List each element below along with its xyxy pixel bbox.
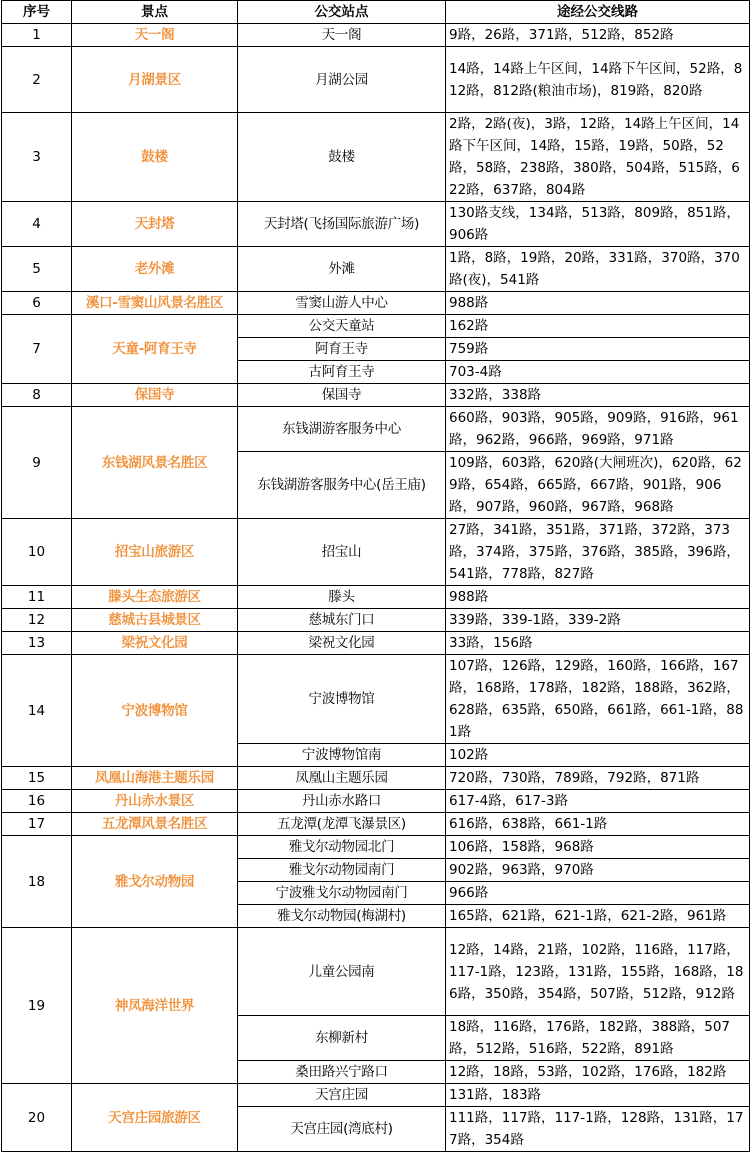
bus-stop: 滕头 [238,586,446,609]
bus-stop: 雅戈尔动物园南门 [238,859,446,882]
bus-stop: 宁波博物馆南 [238,744,446,767]
bus-lines: 2路，2路(夜)，3路，12路，14路上午区间，14路下午区间，14路，15路，19路，50路，52路，58路，238路，380路，504路，515路，622路，637路，804路 [446,113,750,202]
row-number: 4 [2,202,72,247]
bus-stop: 月湖公园 [238,47,446,113]
table-row [2,836,750,859]
bus-stop: 雅戈尔动物园北门 [238,836,446,859]
bus-lines: 339路，339-1路，339-2路 [446,609,750,632]
header-lines: 途经公交线路 [446,1,750,24]
row-number: 12 [2,609,72,632]
table-row [2,586,750,609]
bus-lines: 18路，116路，176路，182路，388路，507路，512路，516路，522路，891路 [446,1016,750,1061]
row-number: 9 [2,407,72,519]
table-row [2,292,750,315]
header-stop: 公交站点 [238,1,446,24]
bus-lines: 616路，638路，661-1路 [446,813,750,836]
bus-stop: 儿童公园南 [238,928,446,1016]
bus-lines: 14路，14路上午区间，14路下午区间，52路，812路，812路(粮油市场)，819路，820路 [446,47,750,113]
bus-lines: 131路，183路 [446,1084,750,1107]
header-no: 序号 [2,1,72,24]
bus-stop: 雪窦山游人中心 [238,292,446,315]
header-scenic: 景点 [72,1,238,24]
bus-lines: 9路，26路，371路，512路，852路 [446,24,750,47]
bus-stop: 东钱湖游客服务中心(岳王庙) [238,452,446,519]
scenic-spot: 宁波博物馆 [72,655,238,767]
table-body [2,24,750,1152]
bus-stop: 丹山赤水路口 [238,790,446,813]
bus-lines: 12路，14路，21路，102路，116路，117路，117-1路，123路，131路，155路，168路，186路，350路，354路，507路，512路，912路 [446,928,750,1016]
table-row [2,790,750,813]
table-row [2,813,750,836]
row-number: 10 [2,519,72,586]
row-number: 5 [2,247,72,292]
bus-lines: 332路，338路 [446,384,750,407]
bus-stop: 东钱湖游客服务中心 [238,407,446,452]
bus-stop: 公交天童站 [238,315,446,338]
row-number: 2 [2,47,72,113]
scenic-spot: 天一阁 [72,24,238,47]
bus-stop: 宁波雅戈尔动物园南门 [238,882,446,905]
row-number: 18 [2,836,72,928]
scenic-spot: 天童-阿育王寺 [72,315,238,384]
header-row [2,1,750,24]
row-number: 17 [2,813,72,836]
table-row [2,113,750,202]
bus-lines: 111路，117路，117-1路，128路，131路，177路，354路 [446,1107,750,1152]
bus-lines: 902路，963路，970路 [446,859,750,882]
bus-stop: 慈城东门口 [238,609,446,632]
bus-stop: 桑田路兴宁路口 [238,1061,446,1084]
scenic-spot: 滕头生态旅游区 [72,586,238,609]
scenic-spot: 鼓楼 [72,113,238,202]
scenic-spot: 凤凰山海港主题乐园 [72,767,238,790]
row-number: 16 [2,790,72,813]
bus-stop: 招宝山 [238,519,446,586]
bus-stop: 天宫庄园 [238,1084,446,1107]
table-row [2,202,750,247]
table-row [2,767,750,790]
bus-lines: 109路，603路，620路(大闸班次)，620路，629路，654路，665路，667路，901路，906路，907路，960路，967路，968路 [446,452,750,519]
row-number: 11 [2,586,72,609]
row-number: 13 [2,632,72,655]
bus-lines: 102路 [446,744,750,767]
table-row [2,315,750,338]
bus-lines: 162路 [446,315,750,338]
row-number: 19 [2,928,72,1084]
bus-lines: 759路 [446,338,750,361]
scenic-spot: 梁祝文化园 [72,632,238,655]
table-row [2,47,750,113]
bus-stop: 东柳新村 [238,1016,446,1061]
bus-lines: 1路，8路，19路，20路，331路，370路，370路(夜)，541路 [446,247,750,292]
bus-lines: 703-4路 [446,361,750,384]
scenic-spot: 天宫庄园旅游区 [72,1084,238,1152]
scenic-spot: 月湖景区 [72,47,238,113]
bus-route-table [1,0,750,1152]
scenic-spot: 老外滩 [72,247,238,292]
bus-stop: 梁祝文化园 [238,632,446,655]
scenic-spot: 保国寺 [72,384,238,407]
table-row [2,407,750,452]
scenic-spot: 丹山赤水景区 [72,790,238,813]
row-number: 20 [2,1084,72,1152]
bus-stop: 外滩 [238,247,446,292]
table-row [2,24,750,47]
bus-lines: 33路，156路 [446,632,750,655]
bus-stop: 凤凰山主题乐园 [238,767,446,790]
row-number: 3 [2,113,72,202]
bus-stop: 古阿育王寺 [238,361,446,384]
bus-lines: 660路，903路，905路，909路，916路，961路，962路，966路，969路，971路 [446,407,750,452]
scenic-spot: 雅戈尔动物园 [72,836,238,928]
bus-lines: 106路，158路，968路 [446,836,750,859]
bus-lines: 988路 [446,586,750,609]
row-number: 6 [2,292,72,315]
table-row [2,1084,750,1107]
bus-stop: 保国寺 [238,384,446,407]
bus-stop: 雅戈尔动物园(梅湖村) [238,905,446,928]
bus-lines: 12路，18路，53路，102路，176路，182路 [446,1061,750,1084]
row-number: 14 [2,655,72,767]
bus-stop: 天封塔(飞扬国际旅游广场) [238,202,446,247]
table-row [2,519,750,586]
scenic-spot: 招宝山旅游区 [72,519,238,586]
scenic-spot: 溪口-雪窦山风景名胜区 [72,292,238,315]
table-row [2,384,750,407]
table-row [2,609,750,632]
bus-lines: 966路 [446,882,750,905]
scenic-spot: 五龙潭风景名胜区 [72,813,238,836]
table-row [2,928,750,1016]
bus-stop: 宁波博物馆 [238,655,446,744]
bus-stop: 五龙潭(龙潭飞瀑景区) [238,813,446,836]
bus-lines: 988路 [446,292,750,315]
row-number: 1 [2,24,72,47]
scenic-spot: 神凤海洋世界 [72,928,238,1084]
bus-lines: 165路，621路，621-1路，621-2路，961路 [446,905,750,928]
table-row [2,632,750,655]
bus-lines: 130路支线，134路，513路，809路，851路，906路 [446,202,750,247]
bus-lines: 617-4路，617-3路 [446,790,750,813]
row-number: 15 [2,767,72,790]
row-number: 8 [2,384,72,407]
bus-stop: 阿育王寺 [238,338,446,361]
bus-stop: 天宫庄园(湾底村) [238,1107,446,1152]
table-row [2,655,750,744]
row-number: 7 [2,315,72,384]
scenic-spot: 慈城古县城景区 [72,609,238,632]
bus-lines: 720路，730路，789路，792路，871路 [446,767,750,790]
bus-stop: 天一阁 [238,24,446,47]
scenic-spot: 东钱湖风景名胜区 [72,407,238,519]
table-row [2,247,750,292]
scenic-spot: 天封塔 [72,202,238,247]
bus-lines: 107路，126路，129路，160路，166路，167路，168路，178路，182路，188路，362路，628路，635路，650路，661路，661-1路，881路 [446,655,750,744]
bus-stop: 鼓楼 [238,113,446,202]
bus-lines: 27路，341路，351路，371路，372路，373路，374路，375路，376路，385路，396路，541路，778路，827路 [446,519,750,586]
